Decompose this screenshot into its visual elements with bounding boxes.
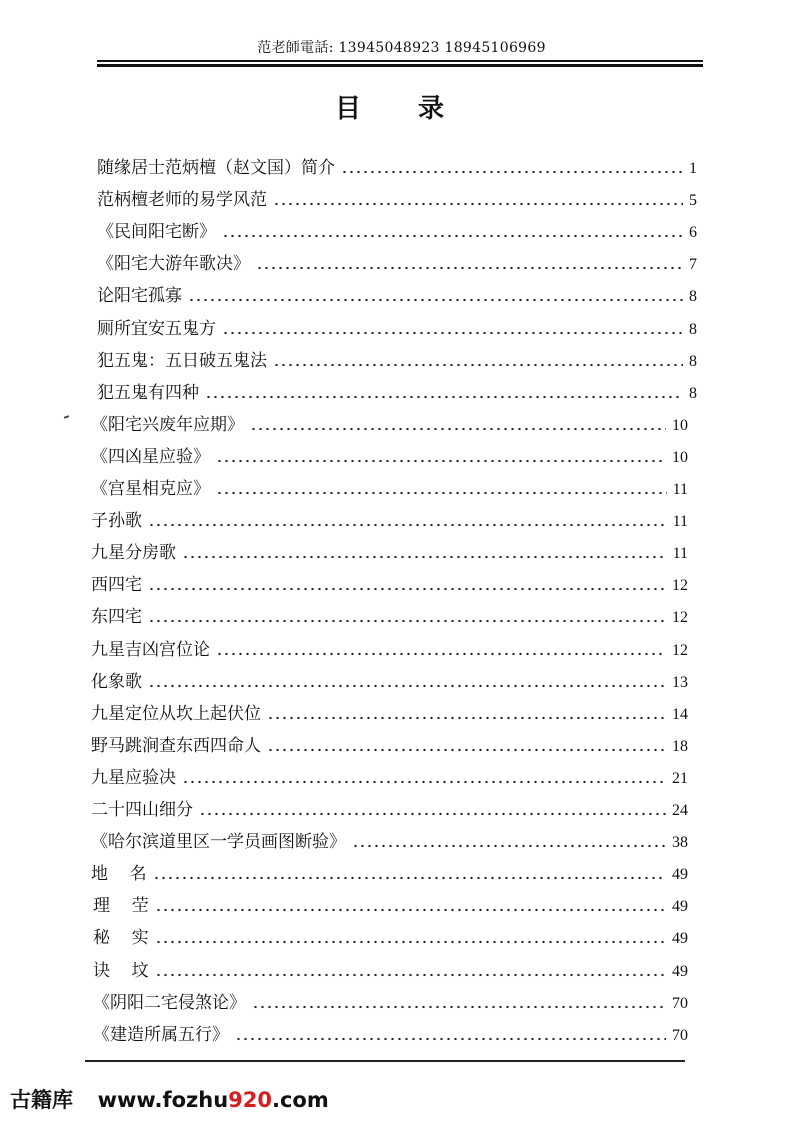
toc-entry-page: 21 [672, 769, 688, 787]
toc-entry-page: 7 [689, 256, 697, 274]
toc-leader-dots [155, 899, 666, 913]
toc-leader-dots [216, 482, 667, 496]
toc-leader-dots [182, 771, 666, 785]
toc-entry-title: 《四凶星应验》 [91, 446, 210, 467]
page-title: 目 录 [334, 94, 469, 124]
toc-leader-dots [148, 675, 666, 689]
toc-entry-title: 九星吉凶宫位论 [91, 639, 210, 660]
toc-entry-page: 11 [672, 481, 688, 498]
toc-leader-dots [148, 514, 667, 528]
toc-entry-title: 随缘居士范炳檀（赵文国）简介 [97, 158, 335, 178]
toc-entry-page: 38 [672, 834, 688, 852]
toc-entry [93, 955, 688, 981]
toc-entry-page: 13 [672, 673, 688, 691]
toc-entry-page: 49 [672, 866, 688, 884]
toc-entry [91, 537, 688, 563]
toc-entry-page: 18 [672, 737, 688, 755]
header-rule-thick [97, 64, 703, 67]
header-contact-text: 范老師電話: 13945048923 18945106969 [257, 40, 546, 56]
toc-leader-dots [267, 739, 666, 753]
footer-url-prefix: www.fozhu [97, 1088, 229, 1112]
toc-entry [97, 248, 697, 274]
toc-entry-title: 九星应验决 [91, 767, 176, 788]
toc-entry [91, 441, 688, 467]
toc-entry-page: 11 [672, 545, 688, 563]
footer-watermark [10, 1084, 329, 1114]
toc-entry-page: 8 [689, 320, 697, 338]
header-rule-thin [97, 60, 703, 62]
toc-entry-page: 12 [672, 577, 688, 595]
toc-leader-dots [205, 386, 683, 400]
toc-entry-page: 8 [689, 288, 697, 306]
toc-entry [91, 505, 688, 531]
toc-entry-page: 5 [689, 192, 697, 210]
toc-entry-title: 《宫星相克应》 [91, 479, 210, 499]
toc-entry [91, 473, 688, 499]
toc-entry-title: 诀 坟 [93, 960, 149, 981]
toc-entry-page: 10 [672, 416, 688, 434]
toc-entry [91, 826, 688, 852]
toc-entry [97, 216, 697, 242]
toc-entry-title: 理 茔 [93, 896, 149, 917]
toc-entry-page: 12 [672, 641, 688, 659]
toc-entry [93, 922, 688, 948]
footer-url-suffix: .com [272, 1088, 329, 1112]
toc-leader-dots [273, 354, 683, 368]
toc-entry [97, 377, 697, 403]
toc-entry-page: 24 [672, 802, 688, 819]
toc-entry [91, 730, 688, 756]
toc-entry [91, 666, 688, 692]
margin-mark [64, 415, 69, 419]
toc-leader-dots [341, 161, 683, 175]
toc-leader-dots [250, 418, 666, 432]
toc-entry-title: 《阳宅兴废年应期》 [91, 414, 244, 435]
toc-entry [91, 634, 688, 660]
toc-entry [93, 987, 688, 1013]
toc-entry-page: 8 [689, 384, 697, 402]
toc-leader-dots [222, 225, 683, 239]
toc-leader-dots [352, 835, 666, 849]
toc-entry-page: 14 [672, 705, 688, 723]
toc-entry [97, 280, 697, 306]
toc-entry-title: 西四宅 [91, 575, 142, 596]
toc-leader-dots [155, 964, 666, 978]
toc-leader-dots [199, 803, 666, 817]
toc-leader-dots [252, 996, 666, 1010]
toc-entry [97, 184, 697, 210]
toc-entry-page: 49 [672, 930, 688, 948]
toc-entry [97, 152, 697, 178]
toc-entry-page: 70 [672, 1026, 688, 1044]
toc-entry [97, 345, 697, 371]
toc-entry-title: 东四宅 [91, 607, 142, 628]
toc-entry-title: 二十四山细分 [91, 800, 193, 820]
toc-entry-title: 《建造所属五行》 [93, 1024, 229, 1045]
toc-entry [93, 890, 688, 916]
bottom-rule [85, 1060, 685, 1062]
toc-entry-page: 49 [672, 898, 688, 916]
toc-entry-page: 11 [672, 513, 688, 531]
toc-entry [93, 1019, 688, 1045]
toc-entry-title: 《民间阳宅断》 [97, 222, 216, 243]
toc-entry-page: 1 [689, 160, 697, 177]
toc-leader-dots [216, 450, 666, 464]
toc-entry-title: 地 名 [91, 864, 147, 885]
toc-entry-title: 秘 实 [93, 928, 149, 949]
toc-leader-dots [256, 257, 683, 271]
toc-entry [91, 698, 688, 724]
toc-entry-title: 九星分房歌 [91, 543, 176, 564]
toc-entry-page: 10 [672, 448, 688, 466]
toc-entry-title: 范柄檀老师的易学风范 [97, 190, 267, 211]
toc-entry-title: 子孙歌 [91, 511, 142, 532]
toc-leader-dots [216, 643, 666, 657]
toc-leader-dots [188, 289, 683, 303]
toc-entry-title: 论阳宅孤寡 [97, 286, 182, 307]
toc-leader-dots [273, 193, 683, 207]
toc-entry-title: 厕所宜安五鬼方 [97, 318, 216, 339]
toc-entry-page: 6 [689, 224, 697, 242]
toc-entry [91, 858, 688, 884]
toc-entry [91, 569, 688, 595]
toc-entry [91, 794, 688, 820]
toc-entry-title: 犯五鬼有四种 [97, 382, 199, 403]
toc-entry-page: 12 [672, 609, 688, 627]
toc-entry-title: 犯五鬼：五日破五鬼法 [97, 350, 267, 371]
toc-entry-page: 49 [672, 962, 688, 980]
toc-leader-dots [235, 1028, 666, 1042]
toc-entry [97, 313, 697, 339]
toc-entry-title: 《哈尔滨道里区一学员画图断验》 [91, 832, 346, 853]
toc-leader-dots [148, 610, 666, 624]
toc-leader-dots [155, 931, 666, 945]
toc-entry-title: 野马跳涧查东西四命人 [91, 735, 261, 756]
toc-entry [91, 409, 688, 435]
toc-entry [91, 601, 688, 627]
footer-url-number: 920 [228, 1088, 272, 1112]
toc-leader-dots [182, 546, 667, 560]
toc-leader-dots [222, 322, 683, 336]
toc-leader-dots [267, 707, 666, 721]
footer-site-name: 古籍库 [10, 1088, 73, 1112]
toc-leader-dots [153, 867, 666, 881]
toc-leader-dots [148, 578, 666, 592]
toc-entry-title: 化象歌 [91, 671, 142, 692]
toc-entry-title: 《阳宅大游年歌决》 [97, 254, 250, 275]
toc-entry-page: 70 [672, 994, 688, 1012]
toc-entry-title: 九星定位从坎上起伏位 [91, 703, 261, 724]
toc-entry-title: 《阴阳二宅侵煞论》 [93, 992, 246, 1013]
toc-entry [91, 762, 688, 788]
toc-entry-page: 8 [689, 352, 697, 370]
